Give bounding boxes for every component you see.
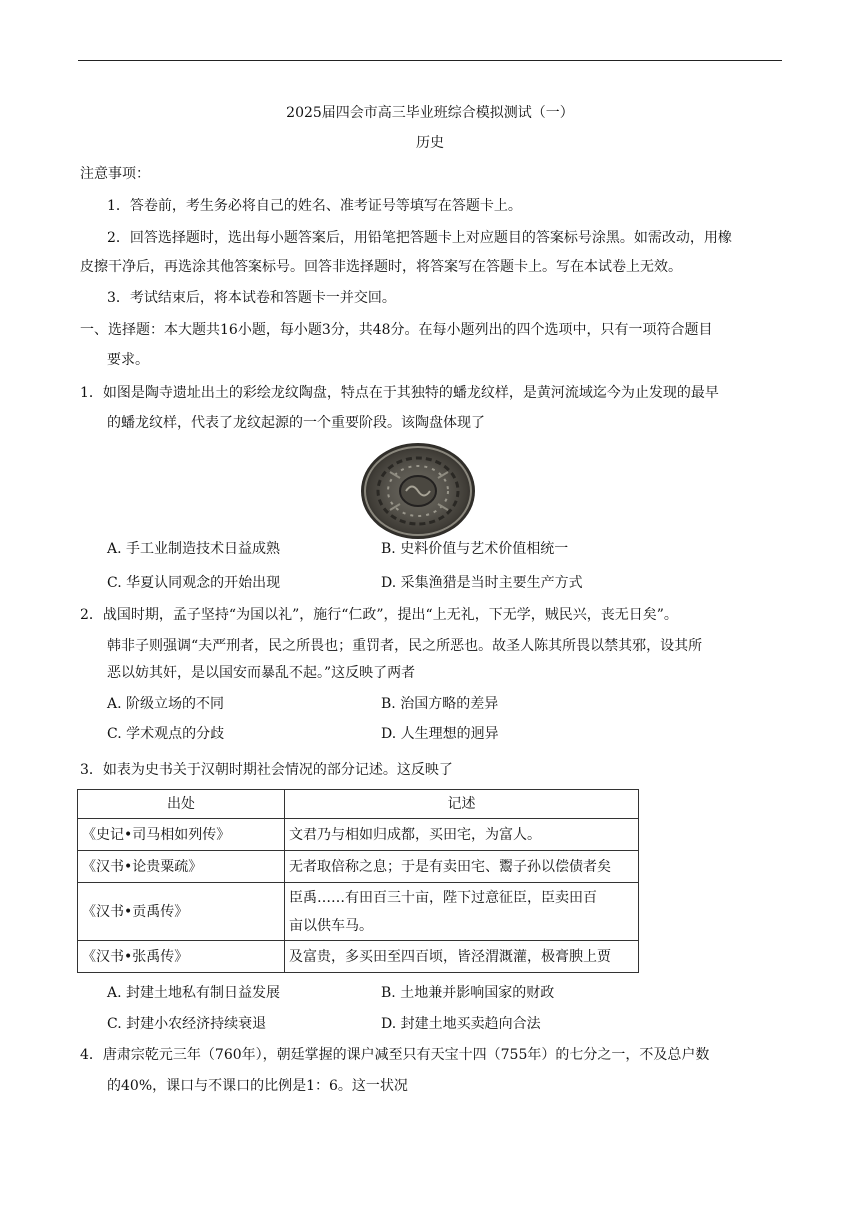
table-cell-source: 《史记•司马相如列传》 [78, 819, 285, 851]
question-1-stem-cont: 的蟠龙纹样，代表了龙纹起源的一个重要阶段。该陶盘体现了 [107, 415, 485, 431]
q3-option-b: B. 土地兼并影响国家的财政 [381, 985, 555, 1001]
q2-option-d: D. 人生理想的迥异 [381, 726, 499, 742]
q3-option-c: C. 封建小农经济持续衰退 [107, 1016, 267, 1032]
question-2-stem: 2．战国时期，孟子坚持“为国以礼”，施行“仁政”，提出“上无礼，下无学，贼民兴，丧无日矣”。 [80, 607, 678, 623]
notice-item-1: 1．答卷前，考生务必将自己的姓名、准考证号等填写在答题卡上。 [107, 198, 522, 214]
q1-option-b: B. 史料价值与艺术价值相统一 [381, 541, 569, 557]
q2-option-c: C. 学术观点的分歧 [107, 726, 225, 742]
q2-option-b: B. 治国方略的差异 [381, 696, 499, 712]
question-4-stem-cont: 的40%，课口与不课口的比例是1：6。这一状况 [107, 1078, 408, 1094]
table-row [78, 819, 639, 851]
table-cell-record: 文君乃与相如归成都，买田宅，为富人。 [285, 819, 639, 851]
table-cell-source: 《汉书•贡禹传》 [78, 883, 285, 941]
notice-item-2: 2．回答选择题时，选出每小题答案后，用铅笔把答题卡上对应题目的答案标号涂黑。如需改动，用橡 [107, 230, 732, 246]
question-3-stem: 3．如表为史书关于汉朝时期社会情况的部分记述。这反映了 [80, 762, 453, 778]
header-rule [78, 60, 782, 61]
table-row [78, 883, 639, 941]
question-4-stem: 4．唐肃宗乾元三年（760年），朝廷掌握的课户减至只有天宝十四（755年）的七分之一，不及总户数 [80, 1047, 710, 1063]
question-1-stem: 1．如图是陶寺遗址出土的彩绘龙纹陶盘，特点在于其独特的蟠龙纹样，是黄河流域迄今为止发现的最早 [80, 385, 719, 401]
painted-pottery-plate-image [360, 442, 476, 540]
question-2-stem-cont-2: 恶以妨其奸，是以国安而暴乱不起。”这反映了两者 [107, 665, 416, 681]
section-heading-cont: 要求。 [107, 352, 149, 368]
q2-option-a: A. 阶级立场的不同 [107, 696, 225, 712]
table-cell-source: 《汉书•张禹传》 [78, 941, 285, 973]
table-cell-source: 《汉书•论贵粟疏》 [78, 851, 285, 883]
table-cell-record: 无者取倍称之息；于是有卖田宅、鬻子孙以偿债者矣 [285, 851, 639, 883]
table-cell-record-line-1: 臣禹……有田百三十亩，陛下过意征臣，臣卖田百 [289, 889, 597, 906]
q1-option-d: D. 采集渔猎是当时主要生产方式 [381, 575, 583, 591]
table-header-row [78, 790, 639, 819]
table-row [78, 941, 639, 973]
table-header-record: 记述 [285, 790, 639, 819]
table-row [78, 851, 639, 883]
exam-title: 2025届四会市高三毕业班综合模拟测试（一） [286, 105, 574, 121]
notice-heading: 注意事项： [80, 166, 150, 182]
notice-item-3: 3．考试结束后，将本试卷和答题卡一并交回。 [107, 290, 396, 306]
subject-title: 历史 [416, 135, 444, 151]
section-heading: 一、选择题：本大题共16小题，每小题3分，共48分。在每小题列出的四个选项中，只有一项符合题目 [80, 322, 713, 338]
historical-records-table [77, 789, 639, 973]
q3-option-d: D. 封建土地买卖趋向合法 [381, 1016, 541, 1032]
table-header-source: 出处 [78, 790, 285, 819]
q1-option-a: A. 手工业制造技术日益成熟 [107, 541, 281, 557]
table-cell-record [285, 883, 639, 941]
notice-item-2-cont: 皮擦干净后，再选涂其他答案标号。回答非选择题时，将答案写在答题卡上。写在本试卷上无效。 [80, 259, 682, 275]
question-2-stem-cont-1: 韩非子则强调“夫严刑者，民之所畏也；重罚者，民之所恶也。故圣人陈其所畏以禁其邪，设其所 [107, 638, 703, 654]
q1-option-c: C. 华夏认同观念的开始出现 [107, 575, 281, 591]
table-cell-record-line-2: 亩以供车马。 [289, 917, 373, 934]
q3-option-a: A. 封建土地私有制日益发展 [107, 985, 281, 1001]
table-cell-record: 及富贵，多买田至四百顷，皆泾渭溉灌，极膏腴上贾 [285, 941, 639, 973]
